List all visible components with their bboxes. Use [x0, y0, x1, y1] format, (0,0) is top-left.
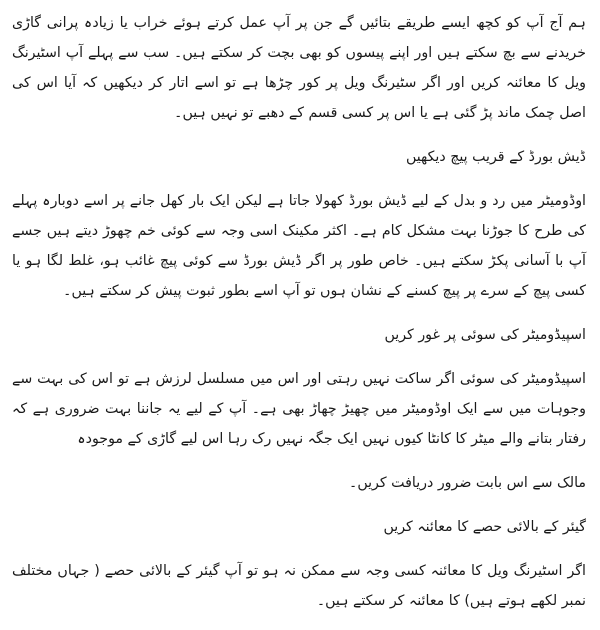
dashboard-paragraph: اوڈومیٹر میں رد و بدل کے لیے ڈیش بورڈ کھولا جاتا ہے لیکن ایک بار کھل جانے پر اسے دوبارہ پہلے کی طرح کا جوڑنا بہت مشکل کام ہے۔ اکثر مکینک اسی وجہ سے کوئی خم چھوڑ دیتے ہیں جسے آپ با آسانی پکڑ سکتے ہیں۔ خاص طور پر اگر ڈیش بورڈ سے کوئی پیچ غائب ہو، غلط لگا ہو یا کسی پیچ کے سرے پر پیچ کسنے کے نشان ہوں تو آپ اسے بطور ثبوت پیش کر سکتے ہیں۔ [12, 193, 586, 299]
speedometer-paragraph: اسپیڈومیٹر کی سوئی اگر ساکت نہیں رہتی اور اس میں مسلسل لرزش ہے تو اس کی بہت سے وجوہات میں سے ایک اوڈومیٹر میں چھیڑ چھاڑ بھی ہے۔ آپ کے لیے یہ جاننا بہت ضروری ہے کہ رفتار بتانے والے میٹر کا کانٹا کیوں نہیں ایک جگہ نہیں رک رہا اس لیے گاڑی کے موجودہ [12, 371, 586, 447]
owner-paragraph: مالک سے اس بابت ضرور دریافت کریں۔ [349, 475, 586, 491]
heading-dashboard-screws: ڈیش بورڈ کے قریب پیچ دیکھیں [405, 149, 586, 165]
article-body [12, 8, 586, 630]
heading-speedometer-needle: اسپیڈومیٹر کی سوئی پر غور کریں [384, 327, 586, 343]
gear-paragraph: اگر اسٹیرنگ ویل کا معائنہ کسی وجہ سے ممکن نہ ہو تو آپ گیئر کے بالائی حصے ( جہاں مختلف نمبر لکھے ہوتے ہیں) کا معائنہ کر سکتے ہیں۔ [12, 563, 586, 609]
heading-gear-top: گیئر کے بالائی حصے کا معائنہ کریں [383, 519, 586, 535]
intro-paragraph: ہم آج آپ کو کچھ ایسے طریقے بتائیں گے جن پر آپ عمل کرتے ہوئے خراب یا زیادہ پرانی گاڑی خریدنے سے بچ سکتے ہیں اور اپنے پیسوں کو بھی بچت کر سکتے ہیں۔ سب سے پہلے آپ اسٹیرنگ ویل کا معائنہ کریں اور اگر سٹیرنگ ویل پر کور چڑھا ہے تو اسے اتار کر دیکھیں کہ آیا اس کی اصل چمک ماند پڑ گئی ہے یا اس پر کسی قسم کے دھبے تو نہیں ہیں۔ [12, 15, 586, 121]
